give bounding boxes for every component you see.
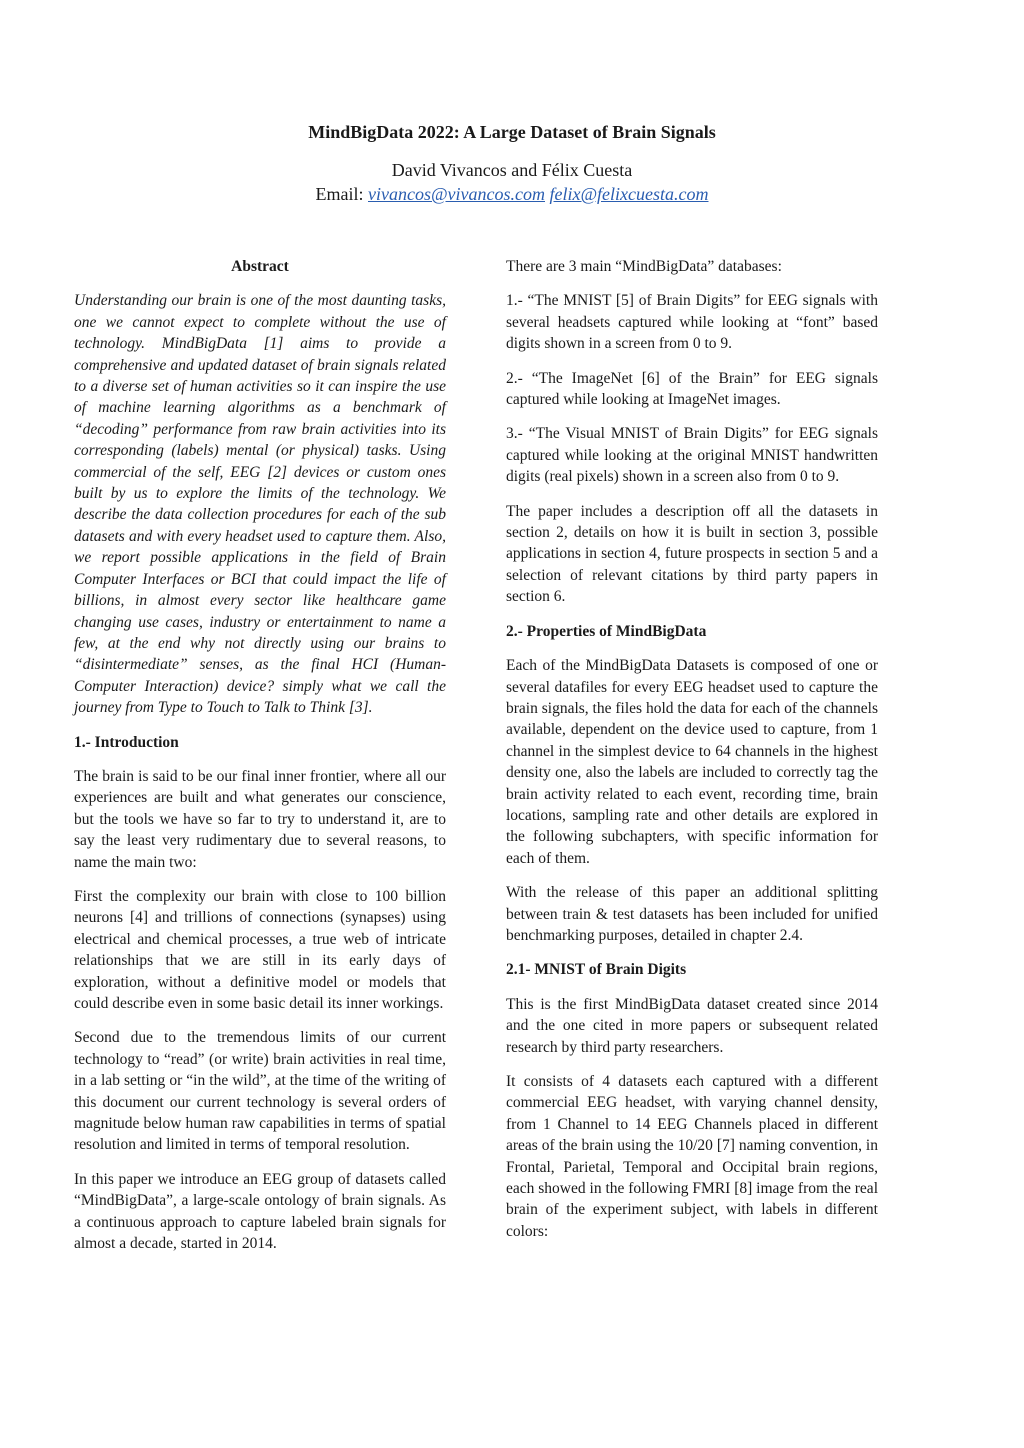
introduction-heading: 1.- Introduction xyxy=(74,733,179,751)
paper-authors: David Vivancos and Félix Cuesta xyxy=(391,160,633,180)
database-item-2: 2.- “The ImageNet [6] of the Brain” for EEG signals captured while looking at ImageNet images. xyxy=(506,369,878,409)
properties-paragraph-2: With the release of this paper an additional splitting between train & test datasets has been included for unified benchmarking purposes, detailed in chapter 2.4. xyxy=(506,884,878,944)
email-label: Email: xyxy=(315,184,364,204)
mnist-paragraph-1: This is the first MindBigData dataset created since 2014 and the one cited in more papers or subsequent related research by third party researchers. xyxy=(506,995,878,1056)
right-column xyxy=(506,256,878,1255)
mnist-heading: 2.1- MNIST of Brain Digits xyxy=(506,961,687,979)
intro-paragraph-2: First the complexity our brain with close to 100 billion neurons [4] and trillions of connections (synapses) using electrical and chemical processes, a true web of intricate relationships that we are still in its early days of exploration, without a definitive model or models that could describe even in some basic detail its inner workings. xyxy=(74,887,446,1012)
intro-paragraph-3: Second due to the tremendous limits of our current technology to “read” (or write) brain activities in real time, in a lab setting or “in the wild”, at the time of the writing of this document our current technology is several orders of magnitude below human raw capabilities in terms of spatial resolution and limited in terms of temporal resolution. xyxy=(74,1029,446,1154)
paper-email-line xyxy=(0,184,1024,205)
intro-paragraph-4: In this paper we introduce an EEG group of datasets called “MindBigData”, a large-scale ontology of brain signals. As a continuous approach to capture labeled brain signals for almost a decade, started in 2014. xyxy=(74,1170,446,1253)
abstract-heading: Abstract xyxy=(231,258,289,275)
databases-intro: There are 3 main “MindBigData” databases: xyxy=(506,258,782,275)
paper-outline-paragraph: The paper includes a description off all the datasets in section 2, details on how it is built in section 3, possible applications in section 4, future prospects in section 5 and a selection of relevant citations by third party papers in section 6. xyxy=(506,502,878,606)
paper-title: MindBigData 2022: A Large Dataset of Brain Signals xyxy=(308,122,716,142)
intro-paragraph-1: The brain is said to be our final inner frontier, where all our experiences are built and what generates our conscience, but the tools we have so far to try to understand it, are to say the least very rudimentary due to several reasons, to name the main two: xyxy=(74,767,446,871)
properties-heading: 2.- Properties of MindBigData xyxy=(506,622,707,640)
email-link-vivancos[interactable]: vivancos@vivancos.com xyxy=(368,184,545,204)
left-column xyxy=(74,256,446,1267)
abstract-text: Understanding our brain is one of the most daunting tasks, one we cannot expect to complete without the use of technology. MindBigData [1] aims to provide a comprehensive and updated dataset of brain signals related to a diverse set of human activities so it can inspire the use of machine learning algorithms as a benchmark of “decoding” performance from raw brain activities into its corresponding (labels) mental (or physical) tasks. Using commercial of the self, EEG [2] devices or custom ones built by us to explore the limits of the technology. We describe the data collection procedures for each of the sub datasets and with every headset used to capture them. Also, we report possible applications in the field of Brain Computer Interfaces or BCI that could impact the life of billions, in almost every sector like healthcare game changing use cases, industry or entertainment to name a few, at the end why not directly using our brains to “disintermediate” senses, as the final HCI (Human-Computer Interaction) device? simply what we call the journey from Type to Touch to Talk to Think [3]. xyxy=(74,292,446,717)
mnist-paragraph-2: It consists of 4 datasets each captured with a different commercial EEG headset, with varying channel density, from 1 Channel to 14 EEG Channels placed in different areas of the brain using the 10/20 [7] naming convention, in Frontal, Parietal, Temporal and Occipital brain regions, each showed in the following FMRI [8] image from the real brain of the experiment subject, with labels in different colors: xyxy=(506,1073,878,1240)
database-item-3: 3.- “The Visual MNIST of Brain Digits” for EEG signals captured while looking at the original MNIST handwritten digits (real pixels) shown in a screen also from 0 to 9. xyxy=(506,425,878,486)
properties-paragraph-1: Each of the MindBigData Datasets is composed of one or several datafiles for every EEG headset used to capture the brain signals, the files hold the data for each of the channels available, dependent on the device used to capture, from 1 channel in the simplest device to 64 channels in the highest density one, also the labels are included to correctly tag the brain activity related to each event, recording time, brain locations, sampling rate and other details are explored in the following subchapters, with specific information for each of them. xyxy=(506,657,878,867)
email-link-cuesta[interactable]: felix@felixcuesta.com xyxy=(549,184,709,204)
database-item-1: 1.- “The MNIST [5] of Brain Digits” for EEG signals with several headsets captured while looking at “font” based digits shown in a screen from 0 to 9. xyxy=(506,292,878,353)
